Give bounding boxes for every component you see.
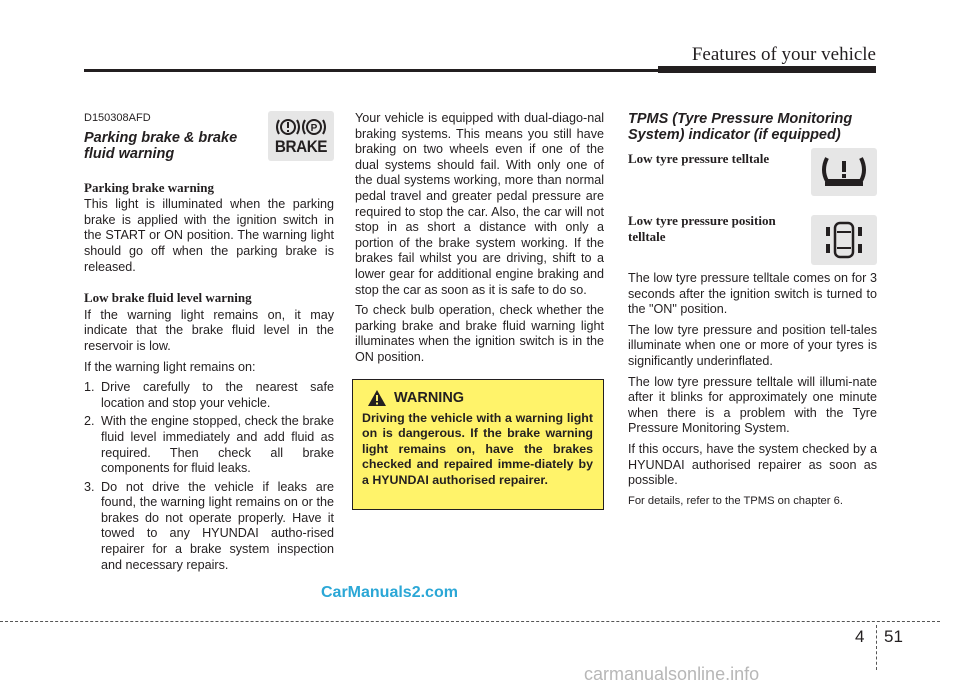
svg-text:P: P bbox=[310, 123, 318, 134]
tpms-text-5: For details, refer to the TPMS on chapter 6. bbox=[628, 494, 843, 507]
page-number: 51 bbox=[884, 627, 903, 646]
tyre-position-heading-line1: Low tyre pressure position bbox=[628, 213, 776, 228]
watermark-top[interactable]: CarManuals2.com bbox=[321, 584, 458, 601]
header-rule-accent bbox=[658, 66, 876, 73]
brake-fluid-heading: Low brake fluid level warning bbox=[84, 290, 252, 306]
warning-text: Driving the vehicle with a warning light on is dangerous. If the brake warning light remains on, have the brakes checked and repaired imme-diately by a HYUNDAI authorised repairer. bbox=[362, 411, 593, 487]
warning-triangle-icon bbox=[368, 390, 386, 406]
tpms-text-4: If this occurs, have the system checked by a HYUNDAI authorised repairer as soon as possible. bbox=[628, 441, 877, 488]
tpms-text-3: The low tyre pressure telltale will illumi-nate after it blinks for approximately one minute when there is a problem with the Tyre Pressure Monitoring System. bbox=[628, 374, 877, 436]
middle-column bbox=[355, 111, 604, 371]
step-text: Do not drive the vehicle if leaks are found, the warning light remains on or the brakes do not operate properly. Have it towed to any HYUNDAI autho-rised repairer for a brake system inspection and necessary repairs. bbox=[101, 479, 334, 572]
step-number: 1. bbox=[84, 380, 95, 395]
section-title-line2: fluid warning bbox=[84, 145, 175, 162]
section-header-title: Features of your vehicle bbox=[691, 44, 876, 65]
list-item bbox=[84, 380, 334, 411]
warning-label: WARNING bbox=[394, 390, 465, 406]
section-title-tpms bbox=[628, 111, 877, 143]
step-number: 2. bbox=[84, 414, 95, 429]
parking-brake-heading: Parking brake warning bbox=[84, 179, 215, 195]
steps-list bbox=[84, 380, 334, 573]
brake-symbols-icon bbox=[275, 116, 327, 138]
watermark-bottom[interactable]: carmanualsonline.info bbox=[584, 664, 760, 684]
footer-divider bbox=[0, 621, 940, 622]
brake-fluid-text-2: If the warning light remains on: bbox=[84, 359, 256, 374]
chapter-number: 4 bbox=[855, 627, 865, 646]
tpms-text-1: The low tyre pressure telltale comes on for 3 seconds after the ignition switch is turned to the "ON" position. bbox=[628, 271, 877, 317]
section-code: D150308AFD bbox=[84, 112, 151, 124]
dual-braking-text: Your vehicle is equipped with dual-diago-nal braking systems. This means you still have braking on two wheels even if one of the dual systems should fail. With only one of the dual systems working, more than normal pedal travel and greater pedal pressure are required to stop the car. Also, the car will not stop in as short a distance with only a portion of the brake system working. If the brakes fail whilst you are driving, shift to a lower gear for additional engine braking and stop the car as soon as it is safe to do so. bbox=[355, 111, 604, 297]
brake-fluid-text: If the warning light remains on, it may indicate that the brake fluid level in the reservoir is low. bbox=[84, 307, 334, 353]
low-tyre-telltale-heading: Low tyre pressure telltale bbox=[628, 151, 770, 166]
tire-position-glyph bbox=[822, 218, 866, 262]
brake-icon-label: BRAKE bbox=[274, 137, 328, 156]
step-number: 3. bbox=[84, 479, 95, 494]
step-text: With the engine stopped, check the brake fluid level immediately and add fluid as required. Then check all brake components for fluid leaks. bbox=[101, 414, 334, 476]
list-item bbox=[84, 480, 334, 574]
section-title-line1: Parking brake & brake bbox=[84, 129, 238, 146]
parking-brake-text: This light is illuminated when the parking brake is applied with the ignition switch in the START or ON position. The warning light should go off when the parking brake is released. bbox=[84, 197, 334, 274]
tyre-position-heading-line2: telltale bbox=[628, 228, 666, 244]
page-number-divider bbox=[876, 625, 877, 670]
tire-pressure-icon bbox=[811, 148, 877, 196]
warning-header bbox=[368, 390, 593, 406]
tpms-text-2: The low tyre pressure and position tell-tales illuminate when one or more of your tyres is significantly underinflated. bbox=[628, 322, 877, 368]
list-item bbox=[84, 414, 334, 476]
tire-pressure-glyph bbox=[819, 154, 869, 190]
bulb-check-text: To check bulb operation, check whether the parking brake and brake fluid warning light illuminates when the ignition switch is in the ON position. bbox=[355, 303, 604, 364]
tpms-title-line2: System) indicator (if equipped) bbox=[628, 127, 841, 143]
left-column bbox=[84, 111, 334, 576]
brake-warning-icon bbox=[268, 111, 334, 161]
tire-position-icon bbox=[811, 215, 877, 265]
step-text: Drive carefully to the nearest safe location and stop your vehicle. bbox=[101, 380, 334, 410]
warning-box bbox=[352, 379, 604, 510]
tpms-title-line1: TPMS (Tyre Pressure Monitoring bbox=[628, 111, 853, 127]
